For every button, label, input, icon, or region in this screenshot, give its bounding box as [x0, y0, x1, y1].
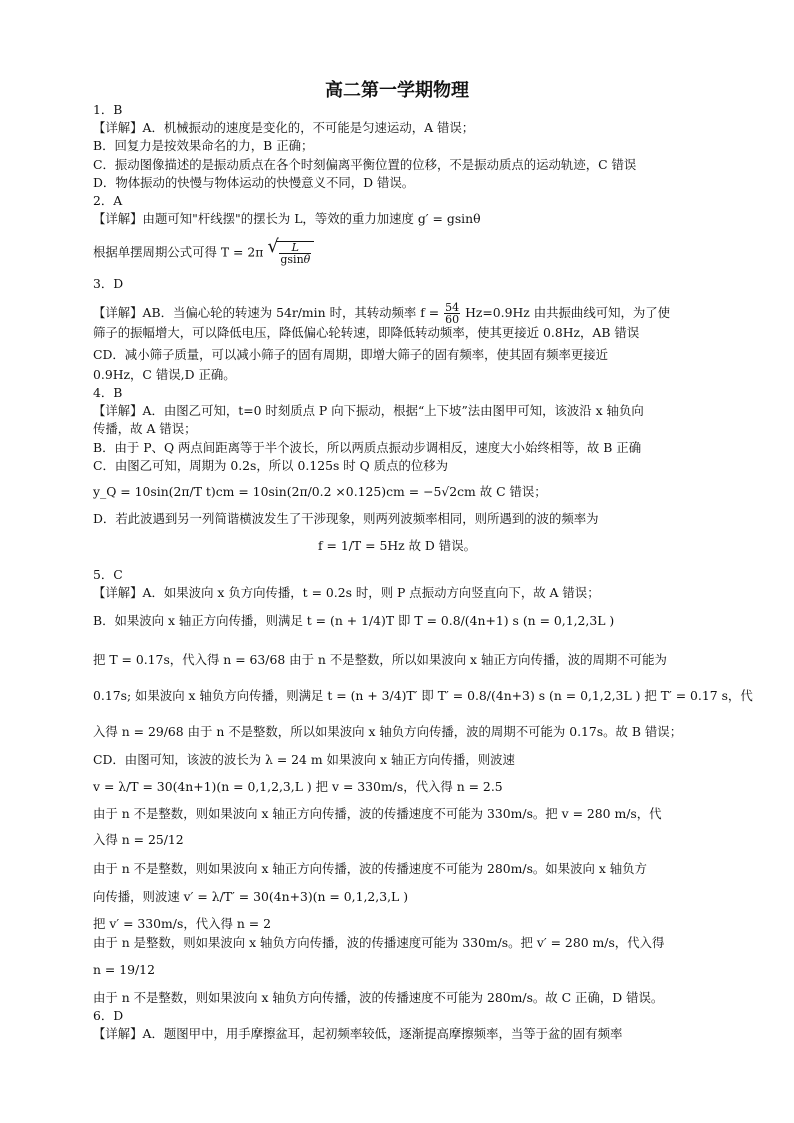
text-line: 【详解】A．题图甲中，用手摩擦盆耳，起初频率较低，逐渐提高摩擦频率，当等于盆的固有频率: [93, 1026, 623, 1041]
answer-1: 1．B: [93, 102, 123, 117]
text-line: 由于 n 不是整数，则如果波向 x 轴负方向传播，波的传播速度不可能为 280m/s。故 C 正确，D 错误。: [93, 990, 664, 1005]
text-line: D．若此波遇到另一列简谐横波发生了干涉现象，则两列波频率相同，则所遇到的波的频率为: [93, 511, 599, 526]
formula-line: v = λ/T = 30(4n+1)(n = 0,1,2,3,L ) 把 v = 330m/s，代入得 n = 2.5: [93, 779, 503, 794]
formula-line: 0.17s; 如果波向 x 轴负方向传播，则满足 t = (n + 3/4)T′ 即 T′ = 0.8/(4n+3) s (n = 0,1,2,3L ) 把 T′ = 0.17 s，代: [93, 688, 753, 703]
text-line: CD．由图可知，该波的波长为 λ = 24 m 如果波向 x 轴正方向传播，则波速: [93, 752, 515, 767]
text-line: 筛子的振幅增大，可以降低电压，降低偏心轮转速，即降低转动频率，使其更接近 0.8Hz，AB 错误: [93, 325, 640, 340]
formula-line: 入得 n = 29/68 由于 n 不是整数，所以如果波向 x 轴负方向传播，波的周期不可能为 0.17s。故 B 错误；: [93, 724, 683, 739]
sqrt-expression: √ $\frac{L}{gsin\theta}$: [267, 241, 314, 265]
fraction: $\frac{54}{60}$: [445, 301, 460, 326]
text-line: D．物体振动的快慢与物体运动的快慢意义不同，D 错误。: [93, 175, 415, 190]
formula-line: 把 v′ = 330m/s，代入得 n = 2: [93, 916, 271, 931]
answer-2: 2．A: [93, 193, 123, 208]
text-line: 【详解】A．机械振动的速度是变化的，不可能是匀速运动，A 错误；: [93, 120, 475, 135]
formula-line: 把 T = 0.17s，代入得 n = 63/68 由于 n 不是整数，所以如果波向 x 轴正方向传播，波的周期不可能为: [93, 652, 667, 667]
answer-6: 6．D: [93, 1008, 124, 1023]
text-line: 【详解】A．如果波向 x 负方向传播，t = 0.2s 时，则 P 点振动方向竖直向下，故 A 错误；: [93, 585, 600, 600]
formula-line: B．如果波向 x 轴正方向传播，则满足 t = (n + 1/4)T 即 T = 0.8/(4n+1) s (n = 0,1,2,3L ): [93, 613, 615, 628]
text-line: 【详解】A．由图乙可知，t=0 时刻质点 P 向下振动，根据“上下坡”法由图甲可知，该波沿 x 轴负向: [93, 403, 644, 418]
page-title: 高二第一学期物理: [325, 80, 469, 101]
text-line: 0.9Hz，C 错误,D 正确。: [93, 367, 236, 382]
text-line: B．回复力是按效果命名的力，B 正确；: [93, 138, 314, 153]
text-line: C．振动图像描述的是振动质点在各个时刻偏离平衡位置的位移，不是振动质点的运动轨迹，C 错误: [93, 157, 637, 172]
formula-line: y_Q = 10sin(2π/T t)cm = 10sin(2π/0.2 ×0.125)cm = −5√2cm 故 C 错误；: [93, 484, 547, 499]
text-line: C．由图乙可知，周期为 0.2s，所以 0.125s 时 Q 质点的位移为: [93, 458, 449, 473]
formula-line: 向传播，则波速 v′ = λ/T′ = 30(4n+3)(n = 0,1,2,3,L ): [93, 889, 409, 904]
answer-5: 5．C: [93, 567, 123, 582]
text-line: CD．减小筛子质量，可以减小筛子的固有周期，即增大筛子的固有频率，使其固有频率更接近: [93, 347, 609, 362]
text-line: B．由于 P、Q 两点间距离等于半个波长，所以两质点振动步调相反，速度大小始终相等，故 B 正确: [93, 440, 642, 455]
answer-4: 4．B: [93, 385, 123, 400]
formula-line: 入得 n = 25/12: [93, 832, 184, 847]
answer-3: 3．D: [93, 276, 124, 291]
text-line: 由于 n 不是整数，则如果波向 x 轴正方向传播，波的传播速度不可能为 330m/s。把 v = 280 m/s，代: [93, 806, 662, 821]
text-line: 传播，故 A 错误；: [93, 421, 197, 436]
text-line: 由于 n 不是整数，则如果波向 x 轴正方向传播，波的传播速度不可能为 280m/s。如果波向 x 轴负方: [93, 861, 647, 876]
formula-line: n = 19/12: [93, 962, 155, 977]
text-line: 由于 n 是整数，则如果波向 x 轴负方向传播，波的传播速度可能为 330m/s。把 v′ = 280 m/s，代入得: [93, 935, 665, 950]
formula-line: 根据单摆周期公式可得 T = 2π √ $\frac{L}{gsin\theta}$: [93, 241, 314, 265]
formula-line: f = 1/T = 5Hz 故 D 错误。: [318, 538, 476, 553]
formula-line: 【详解】AB．当偏心轮的转速为 54r/min 时，其转动频率 f = $\frac{54}{60}$ Hz=0.9Hz 由共振曲线可知，为了使: [93, 301, 671, 326]
text-line: 【详解】由题可知"杆线摆"的摆长为 L，等效的重力加速度 g′ = gsinθ: [93, 211, 481, 226]
